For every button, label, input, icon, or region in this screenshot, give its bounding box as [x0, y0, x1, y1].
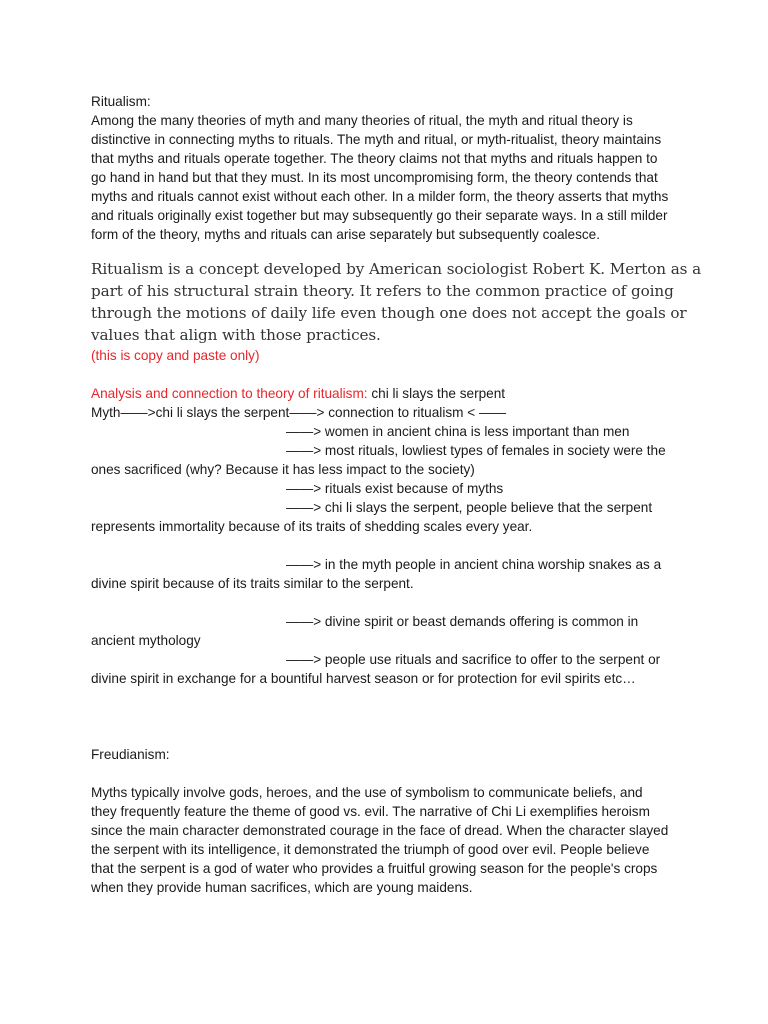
merton-quote [91, 258, 702, 346]
spacer [91, 764, 691, 783]
freudianism-section [91, 745, 691, 897]
quote-line: Ritualism is a concept developed by American sociologist Robert K. Merton as a [91, 260, 702, 278]
analysis-section [91, 384, 691, 688]
analysis-point-continued: represents immortality because of its traits of shedding scales every year. [91, 519, 533, 534]
quote-line: part of his structural strain theory. It refers to the common practice of going [91, 282, 674, 300]
analysis-point: ——> women in ancient china is less important than men [286, 424, 630, 439]
analysis-point: ——> most rituals, lowliest types of females in society were the [286, 443, 666, 458]
paragraph-line: myths and rituals cannot exist without each other. In a milder form, the theory asserts that myths [91, 189, 669, 204]
analysis-title: chi li slays the serpent [367, 386, 506, 401]
analysis-point: ——> people use rituals and sacrifice to offer to the serpent or [286, 652, 661, 667]
copy-paste-note: (this is copy and paste only) [91, 348, 260, 363]
analysis-point-continued: divine spirit because of its traits similar to the serpent. [91, 576, 414, 591]
paragraph-line: that the serpent is a god of water who provides a fruitful growing season for the people's crops [91, 861, 658, 876]
quote-line: through the motions of daily life even though one does not accept the goals or [91, 304, 687, 322]
analysis-label: Analysis and connection to theory of ritualism: [91, 386, 368, 401]
freudianism-paragraph [91, 783, 691, 897]
paragraph-line: go hand in hand but that they must. In its most uncompromising form, the theory contends that [91, 170, 658, 185]
ritualism-heading: Ritualism: [91, 94, 151, 109]
ritualism-paragraph [91, 111, 691, 244]
spacer [91, 593, 691, 612]
analysis-point-continued: ancient mythology [91, 633, 201, 648]
quote-line: values that align with those practices. [91, 326, 381, 344]
spacer [91, 536, 691, 555]
analysis-point: ——> divine spirit or beast demands offering is common in [286, 614, 639, 629]
document-page [91, 92, 702, 897]
ritualism-section [91, 92, 702, 365]
paragraph-line: distinctive in connecting myths to rituals. The myth and ritual, or myth-ritualist, theory maintains [91, 132, 662, 147]
flow-line: Myth——>chi li slays the serpent——> connection to ritualism < —— [91, 405, 507, 420]
paragraph-line: the serpent with its intelligence, it demonstrated the triumph of good over evil. People believe [91, 842, 650, 857]
paragraph-line: and rituals originally exist together but may subsequently go their separate ways. In a still milder [91, 208, 668, 223]
analysis-point-continued: divine spirit in exchange for a bountiful harvest season or for protection for evil spirits etc… [91, 671, 636, 686]
spacer [91, 688, 691, 745]
paragraph-line: form of the theory, myths and rituals can arise separately but subsequently coalesce. [91, 227, 601, 242]
analysis-point-continued: ones sacrificed (why? Because it has less impact to the society) [91, 462, 475, 477]
paragraph-line: when they provide human sacrifices, which are young maidens. [91, 880, 473, 895]
paragraph-line: they frequently feature the theme of good vs. evil. The narrative of Chi Li exemplifies heroism [91, 804, 650, 819]
paragraph-line: Myths typically involve gods, heroes, and the use of symbolism to communicate beliefs, and [91, 785, 643, 800]
paragraph-line: since the main character demonstrated courage in the face of dread. When the character slayed [91, 823, 669, 838]
analysis-title-line [91, 384, 691, 403]
paragraph-line: that myths and rituals operate together. The theory claims not that myths and rituals happen to [91, 151, 658, 166]
freudianism-heading: Freudianism: [91, 747, 170, 762]
paragraph-line: Among the many theories of myth and many theories of ritual, the myth and ritual theory is [91, 113, 633, 128]
analysis-point: ——> rituals exist because of myths [286, 481, 504, 496]
analysis-point: ——> chi li slays the serpent, people believe that the serpent [286, 500, 653, 515]
analysis-point: ——> in the myth people in ancient china worship snakes as a [286, 557, 662, 572]
